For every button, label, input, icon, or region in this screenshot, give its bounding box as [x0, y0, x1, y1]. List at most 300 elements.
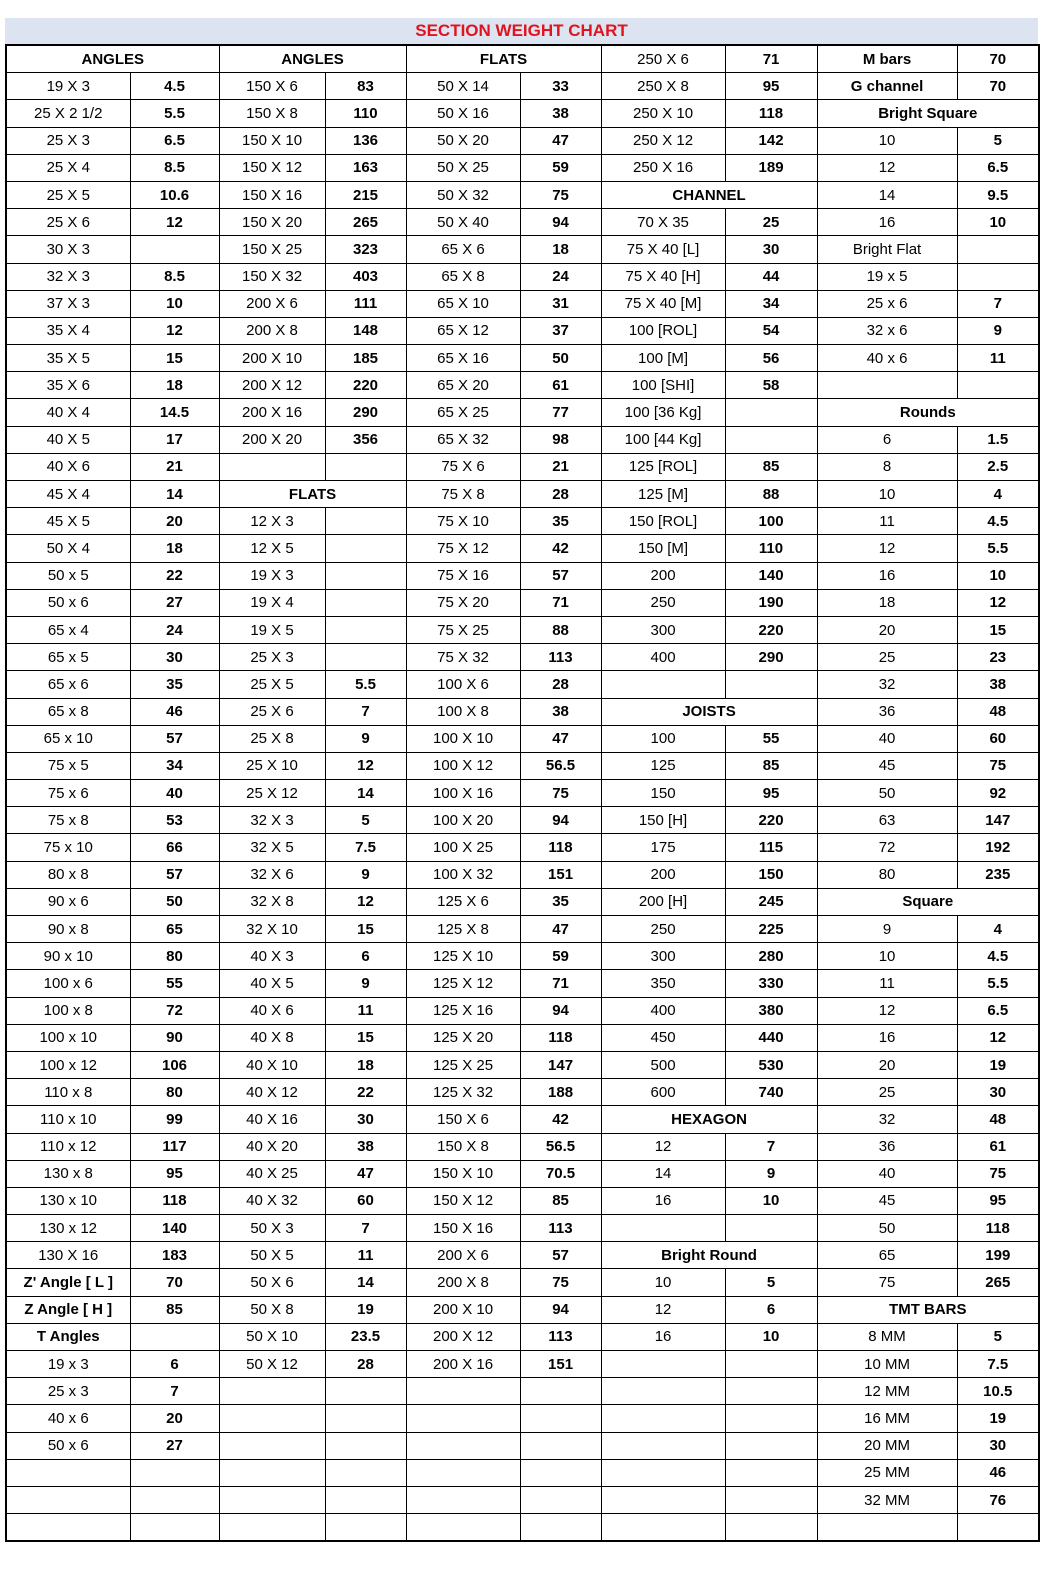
table-row	[6, 970, 1039, 997]
weight-cell: 47	[520, 916, 601, 943]
size-cell	[601, 1215, 725, 1242]
weight-cell: 53	[130, 807, 219, 834]
size-cell: 65 X 20	[406, 372, 520, 399]
weight-cell: 110	[325, 100, 406, 127]
weight-cell: 75	[520, 780, 601, 807]
size-cell: 25	[817, 644, 957, 671]
size-cell	[406, 1432, 520, 1459]
size-cell: 40 X 20	[219, 1133, 325, 1160]
weight-cell: 50	[130, 888, 219, 915]
size-cell: 100	[601, 725, 725, 752]
section-heading: TMT BARS	[817, 1296, 1039, 1323]
weight-cell: 18	[325, 1051, 406, 1078]
weight-cell: 37	[520, 317, 601, 344]
weight-cell: 4.5	[130, 73, 219, 100]
weight-cell: 140	[725, 562, 817, 589]
weight-cell: 95	[130, 1160, 219, 1187]
size-cell: 65 x 10	[6, 725, 130, 752]
table-row	[6, 372, 1039, 399]
weight-cell: 71	[725, 45, 817, 73]
size-cell: 75 x 10	[6, 834, 130, 861]
size-cell: 75 X 40 [M]	[601, 290, 725, 317]
weight-cell: 75	[957, 752, 1039, 779]
size-cell: 32 X 10	[219, 916, 325, 943]
size-cell: 125 [M]	[601, 481, 725, 508]
weight-cell: 5	[957, 127, 1039, 154]
size-cell: 10	[601, 1269, 725, 1296]
size-cell: 90 x 6	[6, 888, 130, 915]
size-cell: 150 [ROL]	[601, 508, 725, 535]
weight-cell: 44	[725, 263, 817, 290]
size-cell: 80 x 8	[6, 861, 130, 888]
size-cell: 75 x 8	[6, 807, 130, 834]
weight-cell: 148	[325, 317, 406, 344]
size-cell: 125 X 8	[406, 916, 520, 943]
chart-title: SECTION WEIGHT CHART	[5, 18, 1038, 44]
size-cell: 19 X 4	[219, 589, 325, 616]
size-cell: 100 X 32	[406, 861, 520, 888]
weight-cell: 70	[957, 73, 1039, 100]
size-cell: 75 X 25	[406, 616, 520, 643]
weight-cell: 22	[130, 562, 219, 589]
weight-cell	[325, 1405, 406, 1432]
weight-cell	[130, 1459, 219, 1486]
section-heading: Square	[817, 888, 1039, 915]
weight-cell: 85	[725, 453, 817, 480]
weight-cell: 57	[520, 562, 601, 589]
size-cell: 25 X 5	[219, 671, 325, 698]
weight-cell: 151	[520, 1351, 601, 1378]
size-cell: 8 MM	[817, 1323, 957, 1350]
weight-cell: 113	[520, 1323, 601, 1350]
weight-cell: 24	[130, 616, 219, 643]
weight-cell: 6.5	[130, 127, 219, 154]
size-cell: 32 x 6	[817, 317, 957, 344]
size-cell: 150 [H]	[601, 807, 725, 834]
size-cell: 50 x 6	[6, 1432, 130, 1459]
size-cell: 50 X 25	[406, 154, 520, 181]
weight-cell: 76	[957, 1486, 1039, 1513]
weight-cell: 46	[957, 1459, 1039, 1486]
weight-cell: 58	[725, 372, 817, 399]
size-cell: 25	[817, 1079, 957, 1106]
weight-cell	[325, 1486, 406, 1513]
table-row	[6, 1351, 1039, 1378]
weight-cell: 55	[130, 970, 219, 997]
weight-cell: 55	[725, 725, 817, 752]
weight-cell: 9.5	[957, 181, 1039, 208]
size-cell: 50	[817, 1215, 957, 1242]
size-cell	[219, 1459, 325, 1486]
section-heading: FLATS	[406, 45, 601, 73]
weight-cell: 245	[725, 888, 817, 915]
size-cell: 36	[817, 1133, 957, 1160]
weight-cell	[325, 535, 406, 562]
weight-cell	[325, 616, 406, 643]
weight-cell: 20	[130, 1405, 219, 1432]
size-cell: 150 X 16	[406, 1215, 520, 1242]
table-row	[6, 916, 1039, 943]
size-cell: 8	[817, 453, 957, 480]
weight-cell: 106	[130, 1051, 219, 1078]
size-cell: 25 X 2 1/2	[6, 100, 130, 127]
size-cell: 250	[601, 916, 725, 943]
weight-cell	[957, 263, 1039, 290]
size-cell	[601, 671, 725, 698]
weight-cell: 10	[130, 290, 219, 317]
section-weight-table	[5, 44, 1040, 1542]
size-cell: 40 x 6	[817, 345, 957, 372]
weight-cell	[325, 1432, 406, 1459]
size-cell: 75 X 8	[406, 481, 520, 508]
weight-cell: 59	[520, 154, 601, 181]
weight-cell: 6.5	[957, 997, 1039, 1024]
size-cell: 65 x 5	[6, 644, 130, 671]
weight-cell: 25	[725, 209, 817, 236]
weight-cell: 403	[325, 263, 406, 290]
size-cell: 63	[817, 807, 957, 834]
weight-cell	[725, 426, 817, 453]
size-cell	[6, 1486, 130, 1513]
weight-cell	[130, 236, 219, 263]
weight-cell: 75	[520, 1269, 601, 1296]
size-cell: 25 X 3	[6, 127, 130, 154]
size-cell	[6, 1459, 130, 1486]
weight-cell: 54	[725, 317, 817, 344]
size-cell: 110 x 12	[6, 1133, 130, 1160]
size-cell: 16	[817, 1024, 957, 1051]
weight-cell: 94	[520, 209, 601, 236]
size-cell: 16	[601, 1187, 725, 1214]
weight-cell: 4.5	[957, 943, 1039, 970]
weight-cell: 9	[325, 861, 406, 888]
weight-cell	[725, 1486, 817, 1513]
table-row	[6, 508, 1039, 535]
size-cell: 65 X 32	[406, 426, 520, 453]
weight-cell: 5.5	[325, 671, 406, 698]
size-cell	[219, 1486, 325, 1513]
weight-cell: 22	[325, 1079, 406, 1106]
size-cell: 45	[817, 1187, 957, 1214]
table-row	[6, 562, 1039, 589]
size-cell: 150 X 25	[219, 236, 325, 263]
size-cell: 50 X 40	[406, 209, 520, 236]
weight-cell: 47	[520, 725, 601, 752]
size-cell: 200 X 10	[219, 345, 325, 372]
weight-cell: 23	[957, 644, 1039, 671]
table-row	[6, 997, 1039, 1024]
size-cell: 32	[817, 671, 957, 698]
table-row	[6, 1024, 1039, 1051]
size-cell: 150 [M]	[601, 535, 725, 562]
size-cell: 130 X 16	[6, 1242, 130, 1269]
weight-cell: 15	[325, 916, 406, 943]
size-cell: 75 X 6	[406, 453, 520, 480]
weight-cell: 265	[325, 209, 406, 236]
weight-cell: 14	[325, 1269, 406, 1296]
weight-cell: 18	[130, 372, 219, 399]
table-row	[6, 861, 1039, 888]
size-cell	[219, 453, 325, 480]
table-row	[6, 1079, 1039, 1106]
weight-cell: 136	[325, 127, 406, 154]
weight-cell: 111	[325, 290, 406, 317]
size-cell: 75 x 6	[6, 780, 130, 807]
weight-cell: 27	[130, 589, 219, 616]
size-cell: 150 X 8	[219, 100, 325, 127]
size-cell: 12	[601, 1296, 725, 1323]
size-cell	[406, 1459, 520, 1486]
weight-cell	[725, 1459, 817, 1486]
weight-cell: 71	[520, 970, 601, 997]
size-cell: 175	[601, 834, 725, 861]
weight-cell	[520, 1432, 601, 1459]
size-cell	[219, 1514, 325, 1542]
table-row	[6, 807, 1039, 834]
size-cell: 12 X 5	[219, 535, 325, 562]
size-cell: 200 X 6	[219, 290, 325, 317]
weight-cell: 265	[957, 1269, 1039, 1296]
size-cell: 40 X 32	[219, 1187, 325, 1214]
table-row	[6, 1432, 1039, 1459]
weight-cell: 8.5	[130, 154, 219, 181]
size-cell	[601, 1378, 725, 1405]
weight-cell: 192	[957, 834, 1039, 861]
size-cell: 100 x 6	[6, 970, 130, 997]
weight-cell: 75	[957, 1160, 1039, 1187]
weight-cell: 50	[520, 345, 601, 372]
size-cell: 50 x 5	[6, 562, 130, 589]
section-heading: JOISTS	[601, 698, 817, 725]
weight-cell: 98	[520, 426, 601, 453]
weight-cell: 199	[957, 1242, 1039, 1269]
size-cell	[406, 1378, 520, 1405]
table-row	[6, 290, 1039, 317]
weight-cell	[520, 1405, 601, 1432]
weight-cell: 7	[325, 698, 406, 725]
weight-cell: 185	[325, 345, 406, 372]
weight-cell: 10	[957, 209, 1039, 236]
weight-cell: 115	[725, 834, 817, 861]
weight-cell	[325, 589, 406, 616]
weight-cell: 56.5	[520, 1133, 601, 1160]
weight-cell: 70	[130, 1269, 219, 1296]
size-cell: 100 X 16	[406, 780, 520, 807]
weight-cell: 10	[725, 1323, 817, 1350]
weight-cell: 21	[130, 453, 219, 480]
weight-cell: 11	[325, 997, 406, 1024]
weight-cell: 117	[130, 1133, 219, 1160]
size-cell	[219, 1378, 325, 1405]
size-cell: Bright Flat	[817, 236, 957, 263]
size-cell: 65 x 6	[6, 671, 130, 698]
size-cell: 50 X 8	[219, 1296, 325, 1323]
size-cell: 25 MM	[817, 1459, 957, 1486]
weight-cell: 48	[957, 698, 1039, 725]
section-heading: Rounds	[817, 399, 1039, 426]
size-cell: 25 x 6	[817, 290, 957, 317]
size-cell: 50 X 3	[219, 1215, 325, 1242]
weight-cell: 10.5	[957, 1378, 1039, 1405]
size-cell: 32 X 3	[219, 807, 325, 834]
section-heading: CHANNEL	[601, 181, 817, 208]
weight-cell: 83	[325, 73, 406, 100]
table-row	[6, 535, 1039, 562]
weight-cell: 7.5	[957, 1351, 1039, 1378]
table-row	[6, 1187, 1039, 1214]
size-cell: 130 x 10	[6, 1187, 130, 1214]
size-cell: 125 X 32	[406, 1079, 520, 1106]
size-cell: 100 [M]	[601, 345, 725, 372]
weight-cell: 15	[957, 616, 1039, 643]
weight-cell: 15	[130, 345, 219, 372]
size-cell: 25 X 5	[6, 181, 130, 208]
size-cell: 40	[817, 725, 957, 752]
section-heading: FLATS	[219, 481, 406, 508]
weight-cell	[957, 372, 1039, 399]
weight-cell: 80	[130, 943, 219, 970]
size-cell: 35 X 6	[6, 372, 130, 399]
weight-cell: 57	[130, 861, 219, 888]
size-cell: 19 X 3	[219, 562, 325, 589]
size-cell: 16	[817, 562, 957, 589]
size-cell: T Angles	[6, 1323, 130, 1350]
size-cell: 50 x 6	[6, 589, 130, 616]
weight-cell: 220	[725, 807, 817, 834]
weight-cell: 150	[725, 861, 817, 888]
weight-cell: 31	[520, 290, 601, 317]
size-cell	[601, 1405, 725, 1432]
table-row	[6, 1514, 1039, 1542]
weight-cell: 9	[325, 970, 406, 997]
weight-cell: 220	[325, 372, 406, 399]
section-heading: ANGLES	[219, 45, 406, 73]
table-row	[6, 209, 1039, 236]
weight-cell: 66	[130, 834, 219, 861]
weight-cell: 14.5	[130, 399, 219, 426]
size-cell: 65 X 16	[406, 345, 520, 372]
weight-cell: 30	[957, 1079, 1039, 1106]
size-cell: 10	[817, 481, 957, 508]
table-row	[6, 154, 1039, 181]
size-cell: 150 X 12	[219, 154, 325, 181]
size-cell: 72	[817, 834, 957, 861]
table-row	[6, 1323, 1039, 1350]
size-cell: 125 X 25	[406, 1051, 520, 1078]
size-cell: 36	[817, 698, 957, 725]
weight-cell: 5.5	[130, 100, 219, 127]
weight-cell	[325, 508, 406, 535]
size-cell: 45 X 5	[6, 508, 130, 535]
table-row	[6, 73, 1039, 100]
weight-cell: 5	[325, 807, 406, 834]
weight-cell: 118	[957, 1215, 1039, 1242]
size-cell: 450	[601, 1024, 725, 1051]
weight-cell: 34	[130, 752, 219, 779]
size-cell: 11	[817, 970, 957, 997]
weight-cell: 35	[130, 671, 219, 698]
weight-cell: 4.5	[957, 508, 1039, 535]
size-cell: 10 MM	[817, 1351, 957, 1378]
size-cell: 90 x 8	[6, 916, 130, 943]
size-cell: 25 X 10	[219, 752, 325, 779]
weight-cell: 40	[130, 780, 219, 807]
size-cell: 350	[601, 970, 725, 997]
size-cell: 19 x 5	[817, 263, 957, 290]
size-cell: 40 X 6	[6, 453, 130, 480]
weight-cell: 72	[130, 997, 219, 1024]
weight-cell: 330	[725, 970, 817, 997]
size-cell: 200 [H]	[601, 888, 725, 915]
size-cell: 200 X 16	[219, 399, 325, 426]
size-cell: 75 x 5	[6, 752, 130, 779]
weight-cell: 12	[130, 317, 219, 344]
size-cell: 37 X 3	[6, 290, 130, 317]
size-cell: 12 X 3	[219, 508, 325, 535]
size-cell: 19 X 3	[6, 73, 130, 100]
table-row	[6, 943, 1039, 970]
weight-cell: 57	[520, 1242, 601, 1269]
table-row	[6, 671, 1039, 698]
size-cell: 130 x 12	[6, 1215, 130, 1242]
table-row	[6, 1051, 1039, 1078]
table-row	[6, 1405, 1039, 1432]
weight-cell: 42	[520, 535, 601, 562]
size-cell	[817, 372, 957, 399]
table-row	[6, 1106, 1039, 1133]
weight-cell: 9	[325, 725, 406, 752]
weight-cell: 35	[520, 888, 601, 915]
weight-cell	[130, 1514, 219, 1542]
weight-cell: 9	[957, 317, 1039, 344]
weight-cell: 38	[520, 698, 601, 725]
weight-cell: 113	[520, 644, 601, 671]
weight-cell: 80	[130, 1079, 219, 1106]
weight-cell	[725, 1405, 817, 1432]
size-cell: 30 X 3	[6, 236, 130, 263]
weight-cell: 65	[130, 916, 219, 943]
weight-cell: 225	[725, 916, 817, 943]
section-heading: Bright Square	[817, 100, 1039, 127]
weight-cell	[325, 1459, 406, 1486]
weight-cell: 163	[325, 154, 406, 181]
weight-cell: 7	[325, 1215, 406, 1242]
size-cell: 200 X 12	[219, 372, 325, 399]
weight-cell: 12	[325, 888, 406, 915]
size-cell: 14	[601, 1160, 725, 1187]
weight-cell: 4	[957, 916, 1039, 943]
weight-cell: 23.5	[325, 1323, 406, 1350]
weight-cell: 147	[957, 807, 1039, 834]
size-cell: Z' Angle [ L ]	[6, 1269, 130, 1296]
size-cell: 40 X 5	[6, 426, 130, 453]
size-cell: 150 X 12	[406, 1187, 520, 1214]
weight-cell: 94	[520, 1296, 601, 1323]
size-cell: 200 X 20	[219, 426, 325, 453]
section-heading: ANGLES	[6, 45, 219, 73]
weight-cell: 151	[520, 861, 601, 888]
weight-cell: 2.5	[957, 453, 1039, 480]
size-cell: 150 X 8	[406, 1133, 520, 1160]
table-row	[6, 426, 1039, 453]
size-cell: 32 MM	[817, 1486, 957, 1513]
size-cell	[219, 1405, 325, 1432]
weight-cell: 35	[520, 508, 601, 535]
size-cell: 12	[817, 154, 957, 181]
size-cell	[601, 1432, 725, 1459]
weight-cell: 88	[725, 481, 817, 508]
weight-cell: 19	[957, 1405, 1039, 1432]
